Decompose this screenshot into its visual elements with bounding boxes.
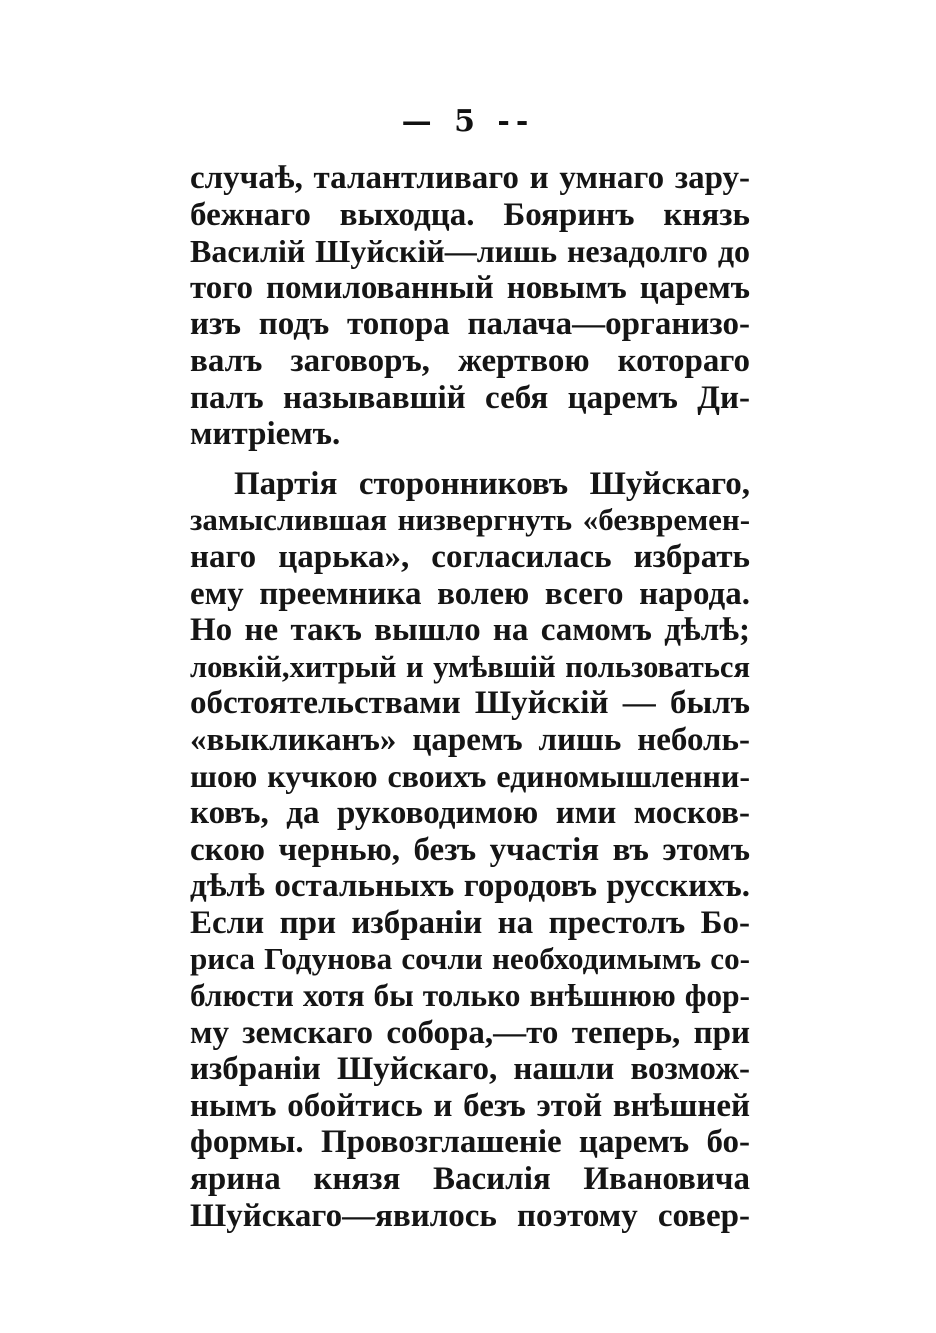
text-line: Партія сторонниковъ Шуйскаго, [234, 465, 750, 502]
text-line: замыслившая низвергнуть «безвремен- [190, 502, 750, 538]
text-line: ковъ, да руководимою ими москов- [190, 795, 750, 832]
text-line: случаѣ, талантливаго и умнаго зару- [190, 160, 750, 196]
text-line: того помилованный новымъ царемъ [190, 269, 750, 306]
text-line: Если при избраніи на престолъ Бо- [190, 904, 750, 941]
page-number: — 5 -- [401, 104, 535, 139]
text-line: шою кучкою своихъ единомышленни- [190, 758, 750, 794]
text-line: «выкликанъ» царемъ лишь неболь- [190, 721, 750, 758]
text-line: дѣлѣ остальныхъ городовъ русскихъ. [190, 868, 750, 905]
paragraph-1 [190, 160, 750, 453]
text-line: валъ заговоръ, жертвою котораго [190, 342, 750, 379]
text-line: му земскаго собора,—то теперь, при [190, 1014, 750, 1051]
text-line: Но не такъ вышло на самомъ дѣлѣ; [190, 612, 750, 649]
text-line: Василій Шуйскій—лишь незадолго до [190, 233, 750, 270]
text-line: формы. Провозглашеніе царемъ бо- [190, 1124, 750, 1161]
body-text [190, 160, 750, 1234]
text-line: скою чернью, безъ участія въ этомъ [190, 831, 750, 868]
text-line: митріемъ. [190, 416, 341, 453]
text-line: ловкій,хитрый и умѣвшій пользоваться [190, 649, 750, 684]
text-line: бежнаго выходца. Бояринъ князь [190, 196, 750, 233]
text-line: изъ подъ топора палача—организо- [190, 306, 750, 343]
text-line: наго царька», согласилась избрать [190, 538, 750, 575]
text-line: Шуйскаго—явилось поэтому совер- [190, 1197, 750, 1234]
text-line: палъ называвшій себя царемъ Ди- [190, 379, 750, 416]
text-line: избраніи Шуйскаго, нашли возмож- [190, 1051, 750, 1088]
paragraph-gap [190, 453, 750, 466]
paragraph-2 [190, 466, 750, 1234]
text-line: ярина князя Василія Ивановича [190, 1161, 750, 1198]
text-line: обстоятельствами Шуйскій — былъ [190, 685, 750, 722]
text-line: блюсти хотя бы только внѣшнюю фор- [190, 978, 750, 1014]
text-line: нымъ обойтись и безъ этой внѣшней [190, 1087, 750, 1124]
text-line: ему преемника волею всего народа. [190, 575, 750, 612]
text-line: риса Годунова сочли необходимымъ со- [190, 941, 750, 977]
